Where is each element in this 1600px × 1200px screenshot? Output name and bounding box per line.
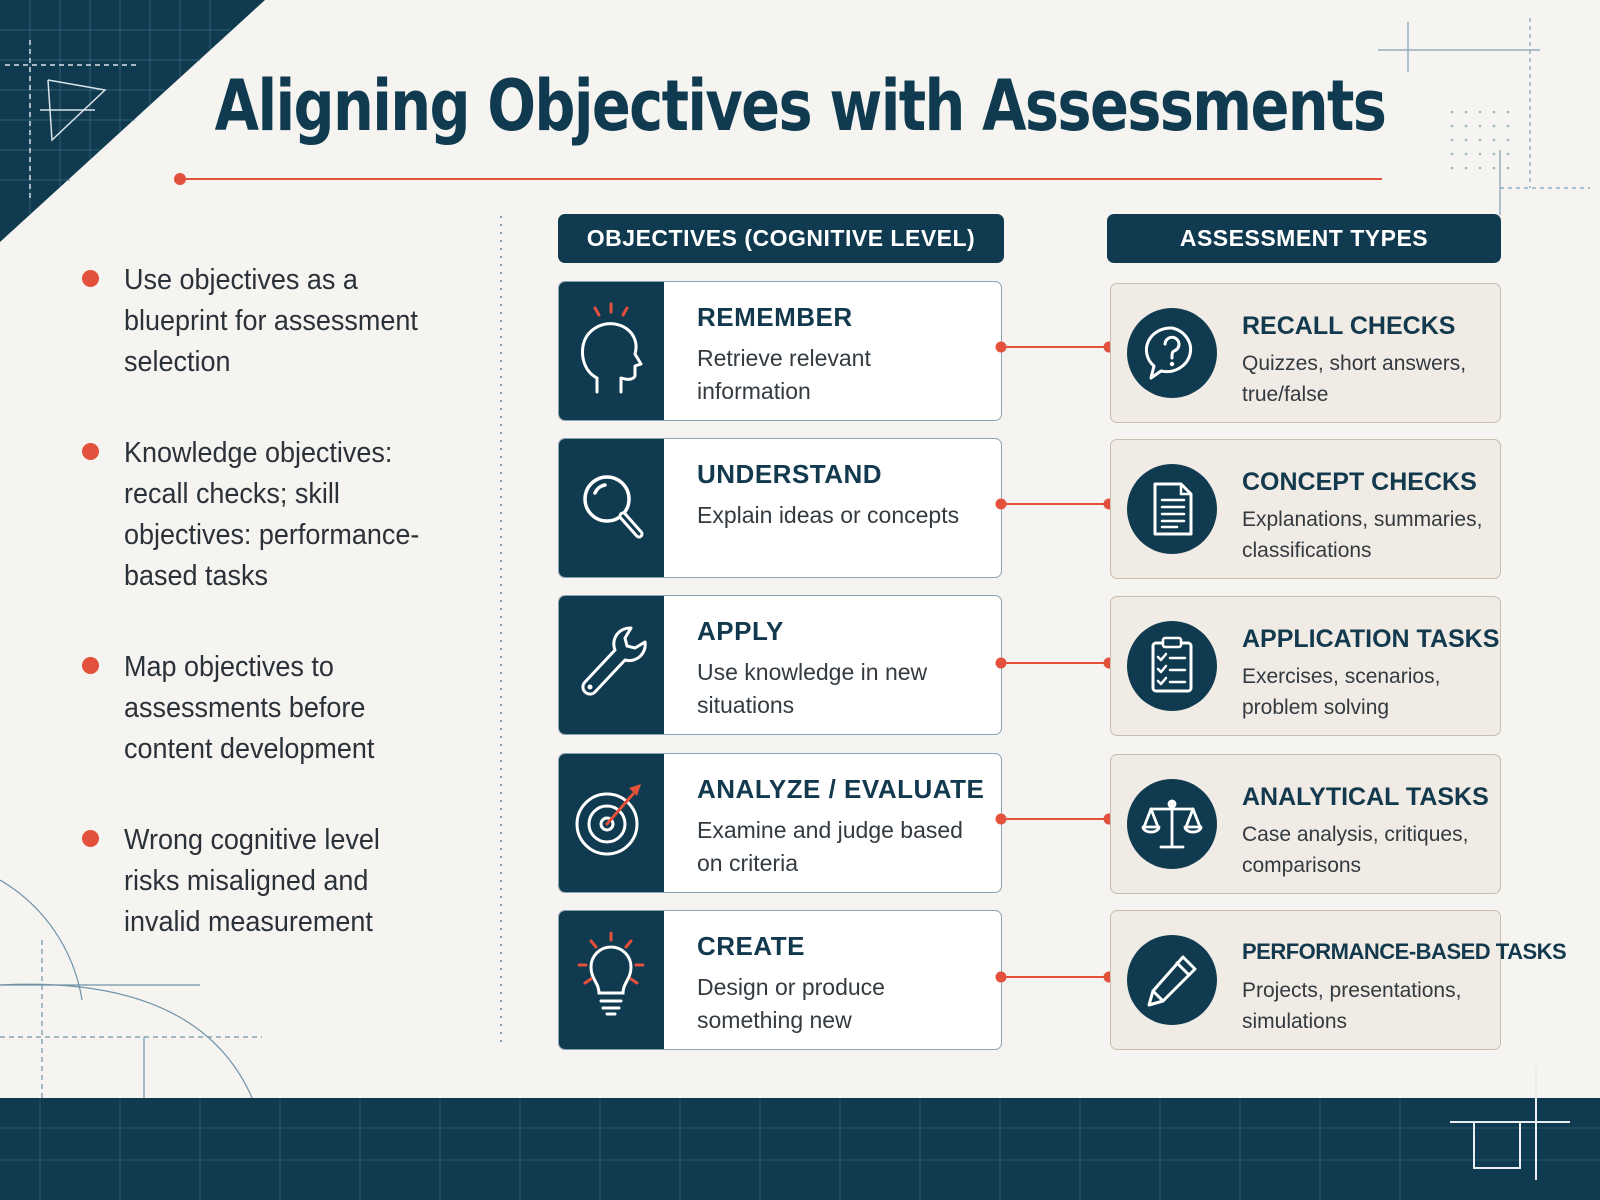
lightbulb-icon	[559, 911, 664, 1049]
assessment-name: RECALL CHECKS	[1242, 312, 1456, 340]
assessment-description: Exercises, scenarios, problem solving	[1242, 665, 1441, 719]
objective-description: Use knowledge in new situations	[697, 659, 928, 718]
assessment-description: Case analysis, critiques, comparisons	[1242, 823, 1469, 877]
bullet-dot	[82, 270, 99, 287]
bullet-dot	[82, 657, 99, 674]
assessment-name: CONCEPT CHECKS	[1242, 468, 1477, 496]
bullet-text: Map objectives to assessments before content development	[124, 651, 375, 765]
connector-line	[995, 498, 1117, 510]
assessment-description: Quizzes, short answers, true/false	[1242, 352, 1467, 406]
bullet-dot	[82, 830, 99, 847]
bullet-text: Use objectives as a blueprint for assessment selection	[124, 264, 418, 378]
objective-description: Design or produce something new	[697, 974, 885, 1033]
objective-name: CREATE	[697, 931, 805, 961]
magnifier-icon	[559, 439, 664, 577]
assessments-column-header: ASSESSMENT TYPES	[1107, 214, 1501, 263]
objective-name: ANALYZE / EVALUATE	[697, 774, 985, 804]
question-bubble-icon	[1127, 308, 1217, 398]
assessment-name: APPLICATION TASKS	[1242, 625, 1500, 653]
connector-line	[995, 813, 1117, 825]
objective-description: Explain ideas or concepts	[697, 502, 960, 528]
objective-description: Retrieve relevant information	[697, 345, 871, 404]
bullet-text: Wrong cognitive level risks misaligned and invalid measurement	[124, 824, 380, 938]
assessment-card-performance-based-tasks	[1110, 910, 1567, 1050]
head-icon	[559, 282, 664, 420]
assessment-card-concept-checks	[1110, 439, 1501, 579]
assessment-name: PERFORMANCE-BASED TASKS	[1242, 939, 1567, 964]
page-title: Aligning Objectives with Assessments	[214, 65, 1386, 147]
connector-line	[995, 341, 1117, 353]
assessment-description: Projects, presentations, simulations	[1242, 979, 1462, 1033]
objective-card-apply	[558, 595, 1002, 735]
objective-card-remember	[558, 281, 1002, 421]
objective-card-analyze-evaluate	[558, 753, 1002, 893]
assessment-description: Explanations, summaries, classifications	[1242, 508, 1483, 562]
objective-name: UNDERSTAND	[697, 459, 883, 489]
scales-icon	[1127, 779, 1217, 869]
clipboard-checklist-icon	[1127, 621, 1217, 711]
bullet-text: Knowledge objectives: recall checks; skill objectives: performance-based tasks	[124, 437, 420, 592]
objective-card-create	[558, 910, 1002, 1050]
connector-line	[995, 971, 1117, 983]
objectives-column-header: OBJECTIVES (COGNITIVE LEVEL)	[558, 214, 1004, 263]
connector-line	[995, 657, 1117, 669]
assessment-card-recall-checks	[1110, 283, 1501, 423]
objective-description: Examine and judge based on criteria	[697, 817, 963, 876]
objective-card-understand	[558, 438, 1002, 578]
document-icon	[1127, 464, 1217, 554]
bullet-dot	[82, 443, 99, 460]
assessment-card-analytical-tasks	[1110, 754, 1501, 894]
assessment-card-application-tasks	[1110, 596, 1501, 736]
objective-name: REMEMBER	[697, 302, 853, 332]
assessment-name: ANALYTICAL TASKS	[1242, 783, 1489, 811]
pencil-icon	[1127, 935, 1217, 1025]
target-icon	[559, 754, 664, 892]
wrench-icon	[559, 596, 664, 734]
objective-name: APPLY	[697, 616, 784, 646]
